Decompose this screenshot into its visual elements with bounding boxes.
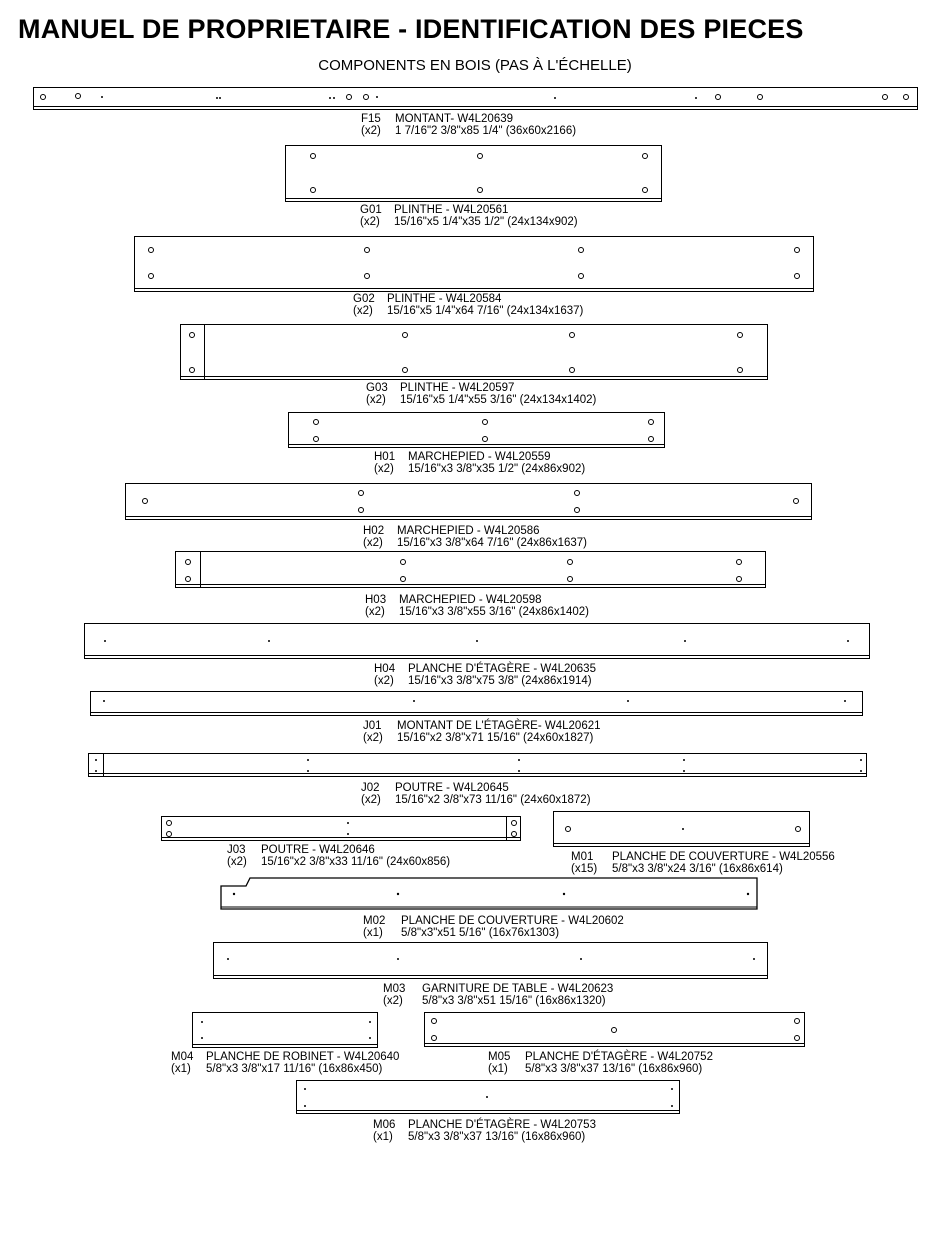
part-qty: (x1) <box>363 927 383 939</box>
part-label-g03 <box>366 382 596 406</box>
board-h04-drawing <box>84 623 870 659</box>
part-dims: 5/8"x3 3/8"x37 13/16" (16x86x960) <box>408 1131 586 1143</box>
part-dims: 15/16"x5 1/4"x35 1/2" (24x134x902) <box>394 216 578 228</box>
part-name: MONTANT- W4L20639 <box>395 113 514 125</box>
part-name: PLANCHE DE COUVERTURE - W4L20556 <box>612 851 835 863</box>
part-label-j01 <box>363 720 601 744</box>
part-dims: 15/16"x5 1/4"x64 7/16" (24x134x1637) <box>387 305 584 317</box>
part-name: PLANCHE DE COUVERTURE - W4L20602 <box>401 915 624 927</box>
part-qty: (x1) <box>373 1131 393 1143</box>
part-name: GARNITURE DE TABLE - W4L20623 <box>422 983 614 995</box>
part-name: MONTANT DE L'ÉTAGÈRE- W4L20621 <box>397 720 601 732</box>
part-code: J03 <box>227 844 246 856</box>
part-label-j02 <box>361 782 591 806</box>
part-dims: 1 7/16"2 3/8"x85 1/4" (36x60x2166) <box>395 125 577 137</box>
part-code: M03 <box>383 983 406 995</box>
board-h02-drawing <box>125 483 812 520</box>
part-label-m01 <box>571 851 835 875</box>
part-code: H03 <box>365 594 387 606</box>
page-title: MANUEL DE PROPRIETAIRE - IDENTIFICATION DES PIECES <box>18 14 804 44</box>
part-name: PLANCHE DE ROBINET - W4L20640 <box>206 1051 400 1063</box>
board-m03-drawing <box>213 942 768 979</box>
part-code: H02 <box>363 525 385 537</box>
board-g01-drawing <box>285 145 662 202</box>
part-code: M02 <box>363 915 386 927</box>
part-label-m04 <box>171 1051 399 1075</box>
board-m01-drawing <box>553 811 810 847</box>
part-name: MARCHEPIED - W4L20559 <box>408 451 551 463</box>
part-qty: (x2) <box>361 794 381 806</box>
part-label-m03 <box>383 983 613 1007</box>
board-m02-drawing <box>220 876 760 912</box>
part-code: M05 <box>488 1051 511 1063</box>
part-dims: 5/8"x3 3/8"x24 3/16" (16x86x614) <box>612 863 783 875</box>
part-label-g02 <box>353 293 583 317</box>
part-code: G02 <box>353 293 375 305</box>
part-qty: (x1) <box>488 1063 508 1075</box>
part-name: POUTRE - W4L20645 <box>395 782 509 794</box>
part-qty: (x2) <box>363 537 383 549</box>
part-code: M01 <box>571 851 594 863</box>
part-code: J02 <box>361 782 380 794</box>
part-label-g01 <box>360 204 578 228</box>
part-code: H01 <box>374 451 396 463</box>
board-m06-drawing <box>296 1080 680 1114</box>
part-dims: 5/8"x3"x51 5/16" (16x76x1303) <box>401 927 560 939</box>
part-code: M04 <box>171 1051 194 1063</box>
part-name: PLINTHE - W4L20597 <box>400 382 515 394</box>
part-name: PLANCHE D'ÉTAGÈRE - W4L20752 <box>525 1051 713 1063</box>
part-label-f15 <box>361 113 576 137</box>
board-g03-drawing <box>180 324 768 380</box>
part-label-m06 <box>373 1119 596 1143</box>
part-name: PLINTHE - W4L20584 <box>387 293 502 305</box>
part-dims: 15/16"x5 1/4"x55 3/16" (24x134x1402) <box>400 394 597 406</box>
part-label-m02 <box>363 915 624 939</box>
board-f15-drawing <box>33 87 918 110</box>
part-code: G01 <box>360 204 382 216</box>
part-name: PLANCHE D'ÉTAGÈRE - W4L20753 <box>408 1119 596 1131</box>
board-g02-drawing <box>134 236 814 292</box>
part-label-h01 <box>374 451 585 475</box>
part-name: PLINTHE - W4L20561 <box>394 204 509 216</box>
board-h01-drawing <box>288 412 665 448</box>
part-dims: 15/16"x3 3/8"x64 7/16" (24x86x1637) <box>397 537 587 549</box>
part-dims: 5/8"x3 3/8"x37 13/16" (16x86x960) <box>525 1063 703 1075</box>
part-name: POUTRE - W4L20646 <box>261 844 375 856</box>
part-dims: 15/16"x3 3/8"x35 1/2" (24x86x902) <box>408 463 586 475</box>
board-j01-drawing <box>90 691 863 716</box>
board-j03-drawing <box>161 816 521 841</box>
part-dims: 15/16"x3 3/8"x55 3/16" (24x86x1402) <box>399 606 589 618</box>
part-qty: (x1) <box>171 1063 191 1075</box>
part-dims: 15/16"x2 3/8"x73 11/16" (24x60x1872) <box>395 794 591 806</box>
part-qty: (x2) <box>374 675 394 687</box>
part-qty: (x2) <box>361 125 381 137</box>
part-qty: (x2) <box>374 463 394 475</box>
part-qty: (x2) <box>227 856 247 868</box>
part-qty: (x15) <box>571 863 598 875</box>
part-label-m05 <box>488 1051 713 1075</box>
part-dims: 15/16"x3 3/8"x75 3/8" (24x86x1914) <box>408 675 592 687</box>
part-code: H04 <box>374 663 396 675</box>
part-label-h02 <box>363 525 587 549</box>
part-code: F15 <box>361 113 381 125</box>
part-qty: (x2) <box>363 732 383 744</box>
part-code: G03 <box>366 382 388 394</box>
part-name: PLANCHE D'ÉTAGÈRE - W4L20635 <box>408 663 596 675</box>
part-dims: 15/16"x2 3/8"x71 15/16" (24x60x1827) <box>397 732 594 744</box>
board-m04-drawing <box>192 1012 378 1048</box>
part-qty: (x2) <box>366 394 386 406</box>
board-m05-drawing <box>424 1012 805 1047</box>
board-h03-drawing <box>175 551 766 588</box>
part-label-j03 <box>227 844 450 868</box>
part-name: MARCHEPIED - W4L20586 <box>397 525 540 537</box>
part-qty: (x2) <box>383 995 403 1007</box>
part-label-h03 <box>365 594 589 618</box>
part-dims: 15/16"x2 3/8"x33 11/16" (24x60x856) <box>261 856 451 868</box>
part-code: M06 <box>373 1119 396 1131</box>
part-qty: (x2) <box>353 305 373 317</box>
part-dims: 5/8"x3 3/8"x51 15/16" (16x86x1320) <box>422 995 606 1007</box>
part-qty: (x2) <box>360 216 380 228</box>
part-label-h04 <box>374 663 596 687</box>
part-qty: (x2) <box>365 606 385 618</box>
page-subtitle: COMPONENTS EN BOIS (PAS À L'ÉCHELLE) <box>318 57 632 74</box>
part-code: J01 <box>363 720 382 732</box>
part-dims: 5/8"x3 3/8"x17 11/16" (16x86x450) <box>206 1063 383 1075</box>
board-j02-drawing <box>88 753 867 777</box>
part-name: MARCHEPIED - W4L20598 <box>399 594 542 606</box>
